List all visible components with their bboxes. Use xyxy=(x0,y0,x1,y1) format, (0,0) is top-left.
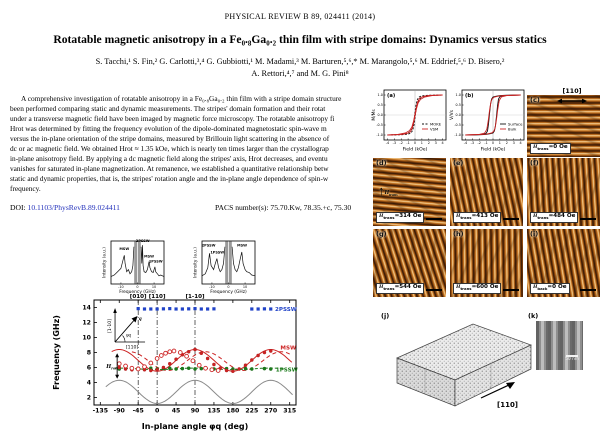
svg-text:0: 0 xyxy=(413,141,417,146)
svg-text:In-plane angle φq (deg): In-plane angle φq (deg) xyxy=(141,422,249,431)
svg-text:2PSSW: 2PSSW xyxy=(274,307,297,313)
spectrum-body xyxy=(193,241,255,295)
field-label xyxy=(376,283,424,294)
scale-bar xyxy=(580,289,596,292)
svg-text:[110]: [110] xyxy=(148,294,166,300)
field-symbol: H xyxy=(379,213,384,220)
svg-text:Surface: Surface xyxy=(508,121,523,127)
svg-text:-1.0: -1.0 xyxy=(376,133,383,138)
field-subscript: trans xyxy=(460,286,472,292)
journal-header: PHYSICAL REVIEW B 89, 024411 (2014) xyxy=(224,12,376,21)
pacs-numbers: PACS number(s): 75.70.Kw, 78.35.+c, 75.30 xyxy=(215,203,352,212)
svg-text:0.5: 0.5 xyxy=(455,103,461,108)
svg-text:-1: -1 xyxy=(406,141,410,146)
field-symbol: H xyxy=(533,144,538,151)
svg-text:2PSSW: 2PSSW xyxy=(201,243,216,248)
tem-scale-text: 50 nm xyxy=(565,356,579,362)
arrow-h: H xyxy=(384,189,390,196)
svg-text:1PSSW: 1PSSW xyxy=(148,259,163,264)
svg-text:2: 2 xyxy=(86,394,91,402)
crystal-direction-label xyxy=(544,80,600,104)
field-value: =413 Oe xyxy=(471,213,499,220)
svg-text:-10: -10 xyxy=(209,285,215,289)
svg-text:MSW: MSW xyxy=(144,254,155,259)
field-label xyxy=(453,283,501,294)
panel-letter: (d) xyxy=(376,159,387,167)
abstract-line: in-plane anisotropy field. By applying a dc magnetic field along the stripes' axis, Hrot decreases, and eventu xyxy=(10,154,328,163)
field-symbol: H xyxy=(456,284,461,291)
svg-text:-4: -4 xyxy=(463,141,468,146)
svg-text:[1-10]: [1-10] xyxy=(108,318,114,334)
bls-spectrum-right xyxy=(193,239,257,295)
field-symbol: H xyxy=(379,284,384,291)
svg-text:MOKE: MOKE xyxy=(430,121,442,127)
svg-text:-3: -3 xyxy=(392,141,397,146)
svg-text:[1-10]: [1-10] xyxy=(185,294,205,300)
panel-letter-j: (j) xyxy=(381,312,390,320)
panel-letter: (c) xyxy=(530,96,540,104)
panel-letter: (e) xyxy=(453,159,464,167)
abstract-line: A comprehensive investigation of rotatable anisotropy in a Fe₀.₈Ga₀.₂ thin film with a stripe domain structure xyxy=(21,94,342,103)
field-subscript: trans xyxy=(460,215,472,221)
stripe-domain-schematic xyxy=(385,314,535,418)
svg-text:Bulk: Bulk xyxy=(508,126,517,132)
svg-text:M/Ms: M/Ms xyxy=(371,109,377,121)
svg-text:Field (kOe): Field (kOe) xyxy=(402,147,428,153)
svg-text:3: 3 xyxy=(434,141,437,146)
svg-text:6: 6 xyxy=(86,364,91,372)
svg-text:2: 2 xyxy=(505,141,508,146)
panel-letter: (f) xyxy=(530,159,539,167)
svg-text:φq: φq xyxy=(126,333,132,339)
hysteresis-chart-b xyxy=(449,87,527,153)
field-label xyxy=(530,143,571,154)
svg-text:1PSSW: 1PSSW xyxy=(275,367,298,374)
authors-line-2: A. Rettori,⁴,⁷ and M. G. Pini⁸ xyxy=(251,69,349,78)
direction-text: [110] xyxy=(562,88,582,95)
svg-text:4: 4 xyxy=(441,141,444,146)
field-value: =484 Oe xyxy=(548,213,576,220)
svg-text:8: 8 xyxy=(86,349,91,357)
svg-text:12: 12 xyxy=(82,319,91,327)
svg-text:0: 0 xyxy=(491,141,495,146)
svg-text:[110]: [110] xyxy=(497,401,519,409)
svg-text:270: 270 xyxy=(264,407,278,415)
field-value: =0 Oe xyxy=(548,144,568,151)
htrans-field-arrow xyxy=(378,184,398,197)
up-arrow-icon: ↑ xyxy=(378,183,385,198)
mfm-panel-h xyxy=(450,229,523,297)
svg-text:45: 45 xyxy=(171,407,181,415)
svg-text:-10: -10 xyxy=(118,285,124,289)
field-value: =544 Oe xyxy=(394,284,422,291)
curve-stripe-model xyxy=(106,380,293,403)
svg-text:VSM: VSM xyxy=(430,126,439,132)
abstract-line: been performed comparing static and dynamic measurements. The stripes' domain formation and their rotat xyxy=(10,104,326,113)
svg-text:1: 1 xyxy=(498,141,501,146)
field-subscript: back xyxy=(537,286,548,292)
field-symbol: H xyxy=(533,213,538,220)
svg-text:1: 1 xyxy=(420,141,423,146)
abstract-line: Hrot was determined by fitting the frequency evolution of the dipole-dominated magnetostatic spin-wave m xyxy=(10,124,327,133)
svg-text:Intensity (a.u.): Intensity (a.u.) xyxy=(193,247,198,278)
mfm-panel-f xyxy=(527,158,600,226)
bls-spectrum-left xyxy=(102,239,166,295)
frequency-vs-angle-chart xyxy=(50,291,346,433)
authors-line-1: S. Tacchi,¹ S. Fin,² G. Carlotti,³,⁴ G. Gubbiotti,¹ M. Madami,³ M. Barturen,⁵,⁶,* M. Marangolo,⁵,⁶ M. Eddrief,⁵,⁶ D. Bisero,² xyxy=(95,57,505,66)
svg-text:-0.5: -0.5 xyxy=(376,123,383,128)
field-symbol: H xyxy=(533,284,538,291)
svg-text:1PSSW: 1PSSW xyxy=(210,250,225,255)
mfm-panel-c xyxy=(527,95,600,157)
svg-text:-45: -45 xyxy=(132,407,144,415)
svg-text:-1.0: -1.0 xyxy=(454,133,461,138)
abstract xyxy=(10,94,382,194)
svg-text:-2: -2 xyxy=(399,141,403,146)
svg-text:MSW: MSW xyxy=(119,247,130,251)
svg-text:(a): (a) xyxy=(387,93,396,99)
svg-text:-2: -2 xyxy=(477,141,481,146)
svg-text:180: 180 xyxy=(226,407,240,415)
svg-text:14: 14 xyxy=(82,304,91,312)
abstract-line: frequency. xyxy=(10,184,41,193)
loop-body xyxy=(449,90,524,153)
field-value: =600 Oe xyxy=(471,284,499,291)
svg-text:0.0: 0.0 xyxy=(455,113,461,118)
field-subscript: trans xyxy=(383,215,395,221)
abstract-line: under a transverse magnetic field have been imaged by magnetic force microscopy. The rotatable anisotropy fi xyxy=(10,114,335,123)
svg-text:1.0: 1.0 xyxy=(377,93,383,98)
svg-text:Hrot: $H_{rot}$ xyxy=(106,363,117,371)
scale-bar xyxy=(503,218,519,221)
svg-text:Frequency (GHz): Frequency (GHz) xyxy=(210,289,247,295)
field-subscript: trans xyxy=(537,215,549,221)
field-value: =314 Oe xyxy=(394,213,422,220)
svg-text:0: 0 xyxy=(227,285,230,289)
doi-label: DOI: xyxy=(10,203,26,212)
mfm-panel-i xyxy=(527,229,600,297)
scale-bar xyxy=(426,289,442,292)
arrow-sub: trans xyxy=(389,192,398,197)
scale-bar xyxy=(503,289,519,292)
hysteresis-chart-a xyxy=(371,87,449,153)
abstract-line: dc or ac magnetic field. We obtained Hrot ≈ 1.35 kOe, which is nearly ten times larger than the crystallograp xyxy=(10,144,329,153)
mfm-panel-g xyxy=(373,229,446,297)
svg-text:10: 10 xyxy=(151,285,157,289)
svg-text:Field (kOe): Field (kOe) xyxy=(480,147,506,153)
paper-title: Rotatable magnetic anisotropy in a Fe₀.₈Ga₀.₂ thin film with stripe domains: Dynamics versus statics xyxy=(53,33,547,46)
series-2PSSW xyxy=(137,307,273,311)
svg-text:-90: -90 xyxy=(113,407,125,415)
svg-text:Frequency (GHz): Frequency (GHz) xyxy=(119,289,156,295)
svg-text:135: 135 xyxy=(207,407,221,415)
field-label xyxy=(453,212,501,223)
field-symbol: H xyxy=(456,213,461,220)
mfm-panel-e xyxy=(450,158,523,226)
double-arrow-icon xyxy=(557,98,587,104)
mfm-panel-d xyxy=(373,158,446,226)
svg-text:2: 2 xyxy=(427,141,430,146)
abstract-line: vanishes for saturated in-plane magnetization. At remanence, we established a quantitative relationship betw xyxy=(10,164,329,173)
svg-text:225: 225 xyxy=(245,407,259,415)
svg-text:2PSSW: 2PSSW xyxy=(135,239,150,243)
spectrum-body xyxy=(102,239,164,295)
field-label xyxy=(376,212,424,223)
field-subscript: trans xyxy=(537,146,549,152)
field-label xyxy=(530,212,578,223)
svg-text:-3: -3 xyxy=(470,141,475,146)
svg-text:0: 0 xyxy=(154,407,160,415)
panel-letter-k: (k) xyxy=(528,312,539,320)
svg-text:315: 315 xyxy=(283,407,297,415)
main-chart-body xyxy=(52,294,298,431)
svg-text:[110]: [110] xyxy=(125,345,139,351)
svg-text:-135: -135 xyxy=(92,407,109,415)
abstract-line: versus the in-plane orientation of the stripe domains, measured by Brillouin light scattering in the absence of xyxy=(10,134,330,143)
svg-text:4: 4 xyxy=(519,141,522,146)
svg-text:10: 10 xyxy=(82,334,91,342)
svg-text:-1: -1 xyxy=(484,141,488,146)
svg-text:-0.5: -0.5 xyxy=(454,123,461,128)
svg-text:4: 4 xyxy=(86,379,91,387)
panel-letter: (i) xyxy=(530,230,539,238)
panel-letter: (g) xyxy=(376,230,387,238)
svg-text:(b): (b) xyxy=(465,93,474,99)
svg-text:Frequency (GHz): Frequency (GHz) xyxy=(52,315,61,390)
svg-text:3: 3 xyxy=(512,141,515,146)
field-value: =0 Oe xyxy=(547,284,567,291)
tem-scale-label xyxy=(565,355,579,362)
svg-text:1.0: 1.0 xyxy=(455,93,461,98)
svg-text:0.0: 0.0 xyxy=(377,113,383,118)
svg-text:Intensity (a.u.): Intensity (a.u.) xyxy=(102,247,107,278)
tem-stripe-image xyxy=(536,321,583,370)
svg-text:MSW: MSW xyxy=(280,345,297,352)
htrans-arrow-label xyxy=(385,190,398,197)
svg-text:90: 90 xyxy=(190,407,200,415)
svg-text:0: 0 xyxy=(136,285,139,289)
svg-text:-4: -4 xyxy=(385,141,390,146)
scale-bar xyxy=(580,218,596,221)
scale-bar xyxy=(426,218,442,221)
doi-pacs-row xyxy=(10,203,382,212)
field-label xyxy=(530,283,570,294)
svg-text:V/Vs: V/Vs xyxy=(449,110,455,120)
svg-text:[010]: [010] xyxy=(129,294,147,300)
svg-text:q: q xyxy=(139,316,142,322)
field-subscript: trans xyxy=(383,286,395,292)
panel-letter: (h) xyxy=(453,230,464,238)
doi-link[interactable]: 10.1103/PhysRevB.89.024411 xyxy=(27,203,120,212)
loop-body xyxy=(371,90,446,153)
svg-text:0.5: 0.5 xyxy=(377,103,383,108)
svg-text:10: 10 xyxy=(242,285,248,289)
abstract-line: static and dynamic properties, that is, the stripes' rotation angle and the in-plane angle dependence of spin-w xyxy=(10,174,329,183)
svg-text:MSW: MSW xyxy=(237,243,248,248)
